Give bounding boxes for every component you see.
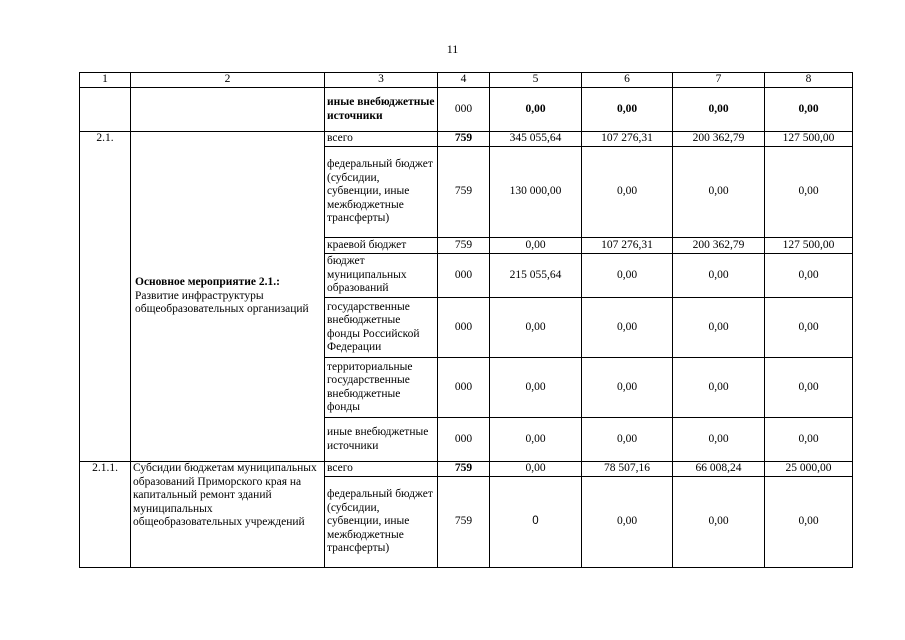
table-row	[80, 132, 853, 147]
activity-name-cell	[131, 132, 325, 462]
row-number-cell: 2.1.	[80, 132, 131, 462]
header-cell: 4	[438, 73, 490, 88]
table-row	[80, 88, 853, 132]
value-cell: 0,00	[673, 418, 765, 462]
funding-source-cell: краевой бюджет	[325, 238, 438, 254]
value-cell: 0,00	[490, 88, 582, 132]
value-cell: 0,00	[765, 254, 853, 298]
activity-title-text: Развитие инфраструктуры общеобразовательных организаций	[135, 289, 309, 316]
value-cell: 127 500,00	[765, 238, 853, 254]
value-cell: 0,00	[673, 477, 765, 568]
header-cell: 3	[325, 73, 438, 88]
value-cell: 0,00	[765, 147, 853, 238]
value-cell: 0	[490, 477, 582, 568]
funding-source-cell: бюджет муниципальных образований	[325, 254, 438, 298]
activity-name-cell: Субсидии бюджетам муниципальных образований Приморского края на капитальный ремонт зданий муниципальных общеобразовательных учреждений	[131, 462, 325, 568]
funding-source-cell: иные внебюджетные источники	[325, 88, 438, 132]
code-cell: 000	[438, 88, 490, 132]
code-cell: 759	[438, 462, 490, 477]
header-cell: 1	[80, 73, 131, 88]
funding-source-cell: федеральный бюджет (субсидии, субвенции, иные межбюджетные трансферты)	[325, 477, 438, 568]
value-cell: 0,00	[673, 254, 765, 298]
funding-source-cell: иные внебюджетные источники	[325, 418, 438, 462]
header-cell: 6	[582, 73, 673, 88]
value-cell: 0,00	[673, 298, 765, 358]
funding-source-cell: всего	[325, 462, 438, 477]
value-cell: 0,00	[490, 238, 582, 254]
value-cell: 107 276,31	[582, 132, 673, 147]
value-cell: 0,00	[765, 418, 853, 462]
value-cell: 78 507,16	[582, 462, 673, 477]
page-number: 11	[446, 42, 459, 56]
code-cell: 000	[438, 254, 490, 298]
value-cell: 0,00	[582, 88, 673, 132]
funding-source-cell: государственные внебюджетные фонды Российской Федерации	[325, 298, 438, 358]
value-cell: 127 500,00	[765, 132, 853, 147]
value-cell: 0,00	[673, 147, 765, 238]
value-cell: 0,00	[490, 462, 582, 477]
value-cell: 0,00	[765, 298, 853, 358]
value-cell: 0,00	[582, 147, 673, 238]
funding-source-cell: территориальные государственные внебюджетные фонды	[325, 358, 438, 418]
code-cell: 000	[438, 358, 490, 418]
code-cell: 000	[438, 298, 490, 358]
value-cell: 0,00	[582, 298, 673, 358]
value-cell: 130 000,00	[490, 147, 582, 238]
activity-title-bold: Основное мероприятие 2.1.:	[135, 276, 280, 289]
code-cell: 759	[438, 147, 490, 238]
funding-source-cell: федеральный бюджет (субсидии, субвенции, иные межбюджетные трансферты)	[325, 147, 438, 238]
header-cell: 2	[131, 73, 325, 88]
value-cell: 0,00	[490, 418, 582, 462]
funding-source-cell: всего	[325, 132, 438, 147]
value-cell: 0,00	[582, 254, 673, 298]
value-cell: 0,00	[490, 358, 582, 418]
value-cell: 0,00	[490, 298, 582, 358]
code-cell: 000	[438, 418, 490, 462]
value-cell: 345 055,64	[490, 132, 582, 147]
value-cell: 0,00	[673, 358, 765, 418]
activity-name-cell	[131, 88, 325, 132]
value-cell: 0,00	[765, 88, 853, 132]
value-cell: 0,00	[582, 477, 673, 568]
value-cell: 0,00	[582, 358, 673, 418]
row-number-cell	[80, 88, 131, 132]
code-cell: 759	[438, 477, 490, 568]
table-row	[80, 462, 853, 477]
value-cell: 0,00	[582, 418, 673, 462]
value-cell: 200 362,79	[673, 238, 765, 254]
value-cell: 66 008,24	[673, 462, 765, 477]
header-cell: 7	[673, 73, 765, 88]
value-cell: 200 362,79	[673, 132, 765, 147]
value-cell: 0,00	[673, 88, 765, 132]
header-cell: 5	[490, 73, 582, 88]
header-cell: 8	[765, 73, 853, 88]
header-row	[80, 73, 853, 88]
value-cell: 0,00	[765, 358, 853, 418]
code-cell: 759	[438, 132, 490, 147]
value-cell: 0,00	[765, 477, 853, 568]
value-cell: 107 276,31	[582, 238, 673, 254]
value-cell: 215 055,64	[490, 254, 582, 298]
value-cell: 25 000,00	[765, 462, 853, 477]
budget-table	[79, 72, 853, 568]
row-number-cell: 2.1.1.	[80, 462, 131, 568]
code-cell: 759	[438, 238, 490, 254]
